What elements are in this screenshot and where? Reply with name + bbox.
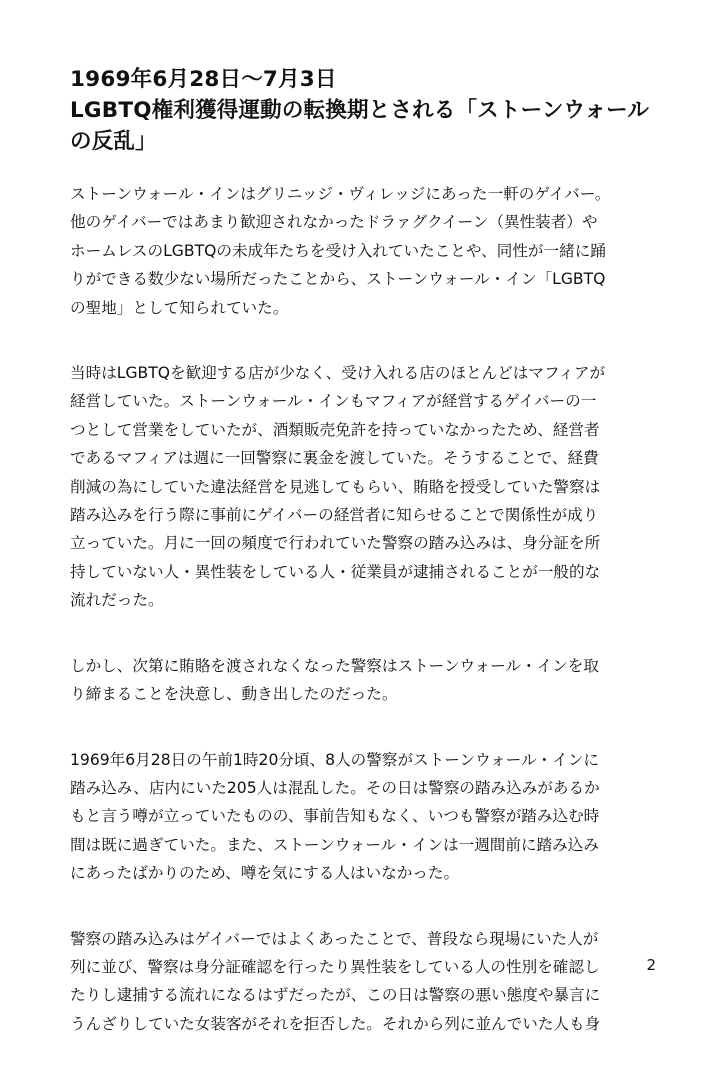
paragraph [70, 746, 660, 888]
text-line: であるマフィアは週に一回警察に裏金を渡していた。そうすることで、経費 [70, 449, 599, 468]
text-line: つとして営業をしていたが、酒類販売免許を持っていなかったため、経営者 [70, 420, 600, 439]
text-line: たりし逮捕する流れになるはずだったが、この日は警察の悪い態度や暴言に [70, 986, 601, 1005]
body-text [70, 180, 660, 1075]
text-line: もと言う噂が立っていたものの、事前告知もなく、いつも警察が踏み込む時 [70, 807, 600, 826]
text-line: うんざりしていた女装客がそれを拒否した。それから列に並んでいた人も身 [70, 1014, 601, 1033]
text-line: 列に並び、警察は身分証確認を行ったり異性装をしている人の性別を確認し [70, 957, 600, 976]
text-line: 削減の為にしていた違法経営を見逃してもらい、賄賂を授受していた警察は [70, 477, 601, 496]
text-line: 警察の踏み込みはゲイバーではよくあったことで、普段なら現場にいた人が [70, 929, 599, 948]
text-line: 当時はLGBTQを歓迎する店が少なく、受け入れる店のほとんどはマフィアが [70, 364, 606, 383]
paragraph [70, 925, 660, 1039]
page-title [70, 64, 660, 157]
text-line: 間は既に過ぎていた。また、ストーンウォール・インは一週間前に踏み込み [70, 835, 599, 854]
title-line: の反乱」 [70, 129, 157, 154]
text-line: 踏み込み、店内にいた205人は混乱した。その日は警察の踏み込みがあるか [70, 778, 600, 797]
text-line: にあったばかりのため、噂を気にする人はいなかった。 [70, 864, 460, 883]
text-line: 立っていた。月に一回の頻度で行われていた警察の踏み込みは、身分証を所 [70, 534, 601, 553]
text-line: り締まることを決意し、動き出したのだった。 [70, 685, 398, 704]
paragraph [70, 180, 660, 322]
text-line: しかし、次第に賄賂を渡されなくなった警察はストーンウォール・インを取 [70, 656, 599, 675]
text-line: 踏み込みを行う際に事前にゲイバーの経営者に知らせることで関係性が成り [70, 506, 599, 525]
text-line: 他のゲイバーではあまり歓迎されなかったドラァグクイーン（異性装者）や [70, 213, 598, 232]
text-line: 経営していた。ストーンウォール・インもマフィアが経営するゲイバーの一 [70, 392, 597, 411]
text-line: ホームレスのLGBTQの未成年たちを受け入れていたことや、同性が一緒に踊 [70, 241, 606, 260]
text-line: 流れだった。 [70, 591, 164, 610]
text-line: ストーンウォール・インはグリニッジ・ヴィレッジにあった一軒のゲイバー。 [70, 185, 611, 203]
paragraph [70, 359, 660, 615]
title-line: LGBTQ権利獲得運動の転換期とされる「ストーンウォール [70, 98, 650, 123]
page-number: 2 [646, 956, 656, 974]
text-line: 持していない人・異性装をしている人・従業員が逮捕されることが一般的な [70, 562, 601, 581]
paragraph [70, 652, 660, 709]
text-line: りができる数少ない場所だったことから、ストーンウォール・イン「LGBTQ [70, 270, 606, 289]
text-line: の聖地」として知られていた。 [70, 298, 289, 317]
text-line: 1969年6月28日の午前1時20分頃、8人の警察がストーンウォール・インに [70, 750, 599, 769]
title-line: 1969年6月28日〜7月3日 [70, 67, 337, 92]
